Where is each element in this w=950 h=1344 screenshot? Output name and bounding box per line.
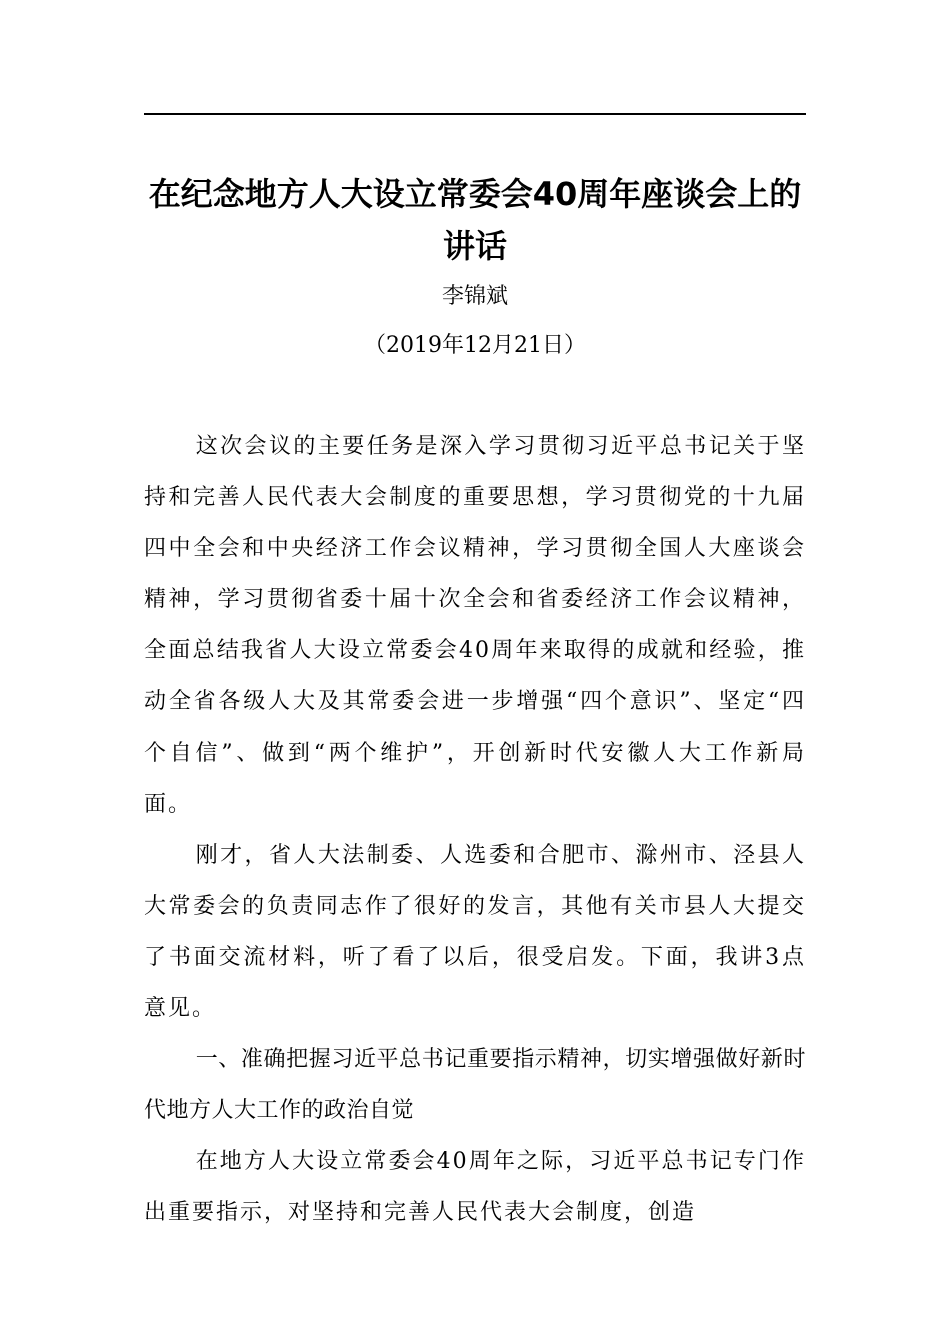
- document-title: 在纪念地方人大设立常委会40周年座谈会上的讲话: [148, 175, 802, 265]
- body-paragraph: 这次会议的主要任务是深入学习贯彻习近平总书记关于坚持和完善人民代表大会制度的重要思想，学习贯彻党的十九届四中全会和中央经济工作会议精神，学习贯彻全国人大座谈会精神，学习贯彻省委十届十次全会和省委经济工作会议精神，全面总结我省人大设立常委会40周年来取得的成就和经验，推动全省各级人大及其常委会进一步增强“四个意识”、坚定“四个自信”、做到“两个维护”，开创新时代安徽人大工作新局面。: [144, 434, 806, 817]
- body-paragraph: 在地方人大设立常委会40周年之际，习近平总书记专门作出重要指示，对坚持和完善人民代表大会制度，创造: [144, 1149, 806, 1226]
- author-name: 李锦斌: [441, 284, 508, 309]
- body-paragraph: 刚才，省人大法制委、人选委和合肥市、滁州市、泾县人大常委会的负责同志作了很好的发言，其他有关市县人大提交了书面交流材料，听了看了以后，很受启发。下面，我讲3点意见。: [144, 842, 806, 1022]
- document-body: [144, 421, 806, 1239]
- speech-date: （2019年12月21日）: [364, 333, 586, 358]
- header-rule: [144, 113, 806, 115]
- section-heading: 一、准确把握习近平总书记重要指示精神，切实增强做好新时代地方人大工作的政治自觉: [144, 1047, 806, 1124]
